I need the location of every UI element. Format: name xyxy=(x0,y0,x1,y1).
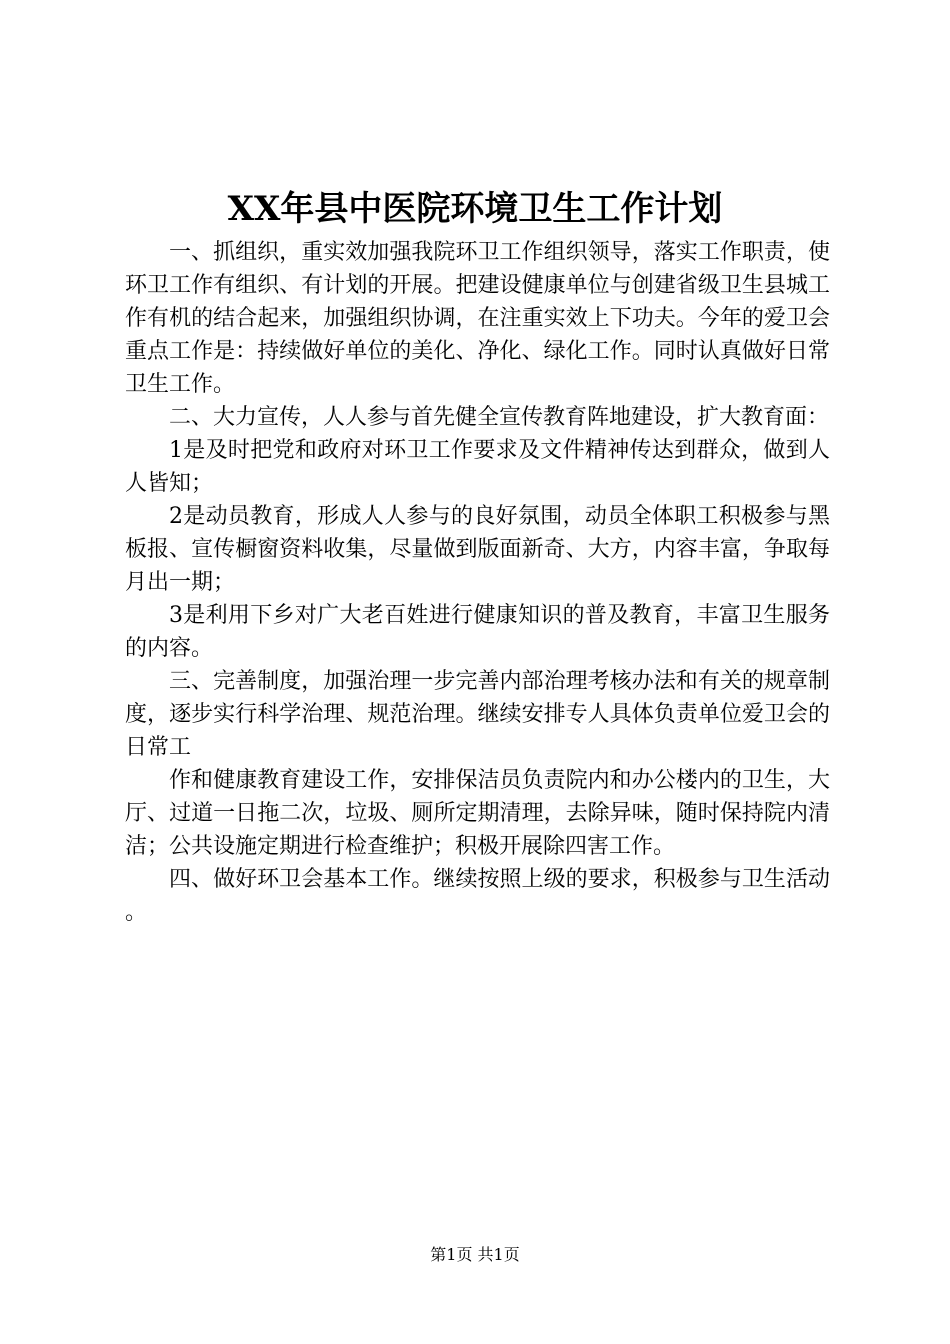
document-title: XX年县中医院环境卫生工作计划 xyxy=(227,189,723,229)
paragraph-8: 四、做好环卫会基本工作。继续按照上级的要求，积极参与卫生活动。 xyxy=(125,867,830,925)
document-body xyxy=(125,236,830,929)
paragraph-1: 一、抓组织，重实效加强我院环卫工作组织领导，落实工作职责，使环卫工作有组织、有计划的开展。把建设健康单位与创建省级卫生县城工作有机的结合起来，加强组织协调，在注重实效上下功夫。今年的爱卫会重点工作是：持续做好单位的美化、净化、绿化工作。同时认真做好日常卫生工作。 xyxy=(125,240,830,397)
paragraph-2: 二、大力宣传，人人参与首先健全宣传教育阵地建设，扩大教育面： xyxy=(169,405,830,430)
paragraph-4: 2是动员教育，形成人人参与的良好氛围，动员全体职工积极参与黑板报、宣传橱窗资料收集，尽量做到版面新奇、大方，内容丰富，争取每月出一期； xyxy=(125,504,830,595)
paragraph-3: 1是及时把党和政府对环卫工作要求及文件精神传达到群众，做到人人皆知； xyxy=(125,438,830,496)
page-footer: 第1页 共1页 xyxy=(430,1245,520,1264)
paragraph-6: 三、完善制度，加强治理一步完善内部治理考核办法和有关的规章制度，逐步实行科学治理、规范治理。继续安排专人具体负责单位爱卫会的日常工 xyxy=(125,669,830,760)
paragraph-7: 作和健康教育建设工作，安排保洁员负责院内和办公楼内的卫生，大厅、过道一日拖二次，垃圾、厕所定期清理，去除异味，随时保持院内清洁；公共设施定期进行检查维护；积极开展除四害工作。 xyxy=(125,768,830,859)
paragraph-5: 3是利用下乡对广大老百姓进行健康知识的普及教育，丰富卫生服务的内容。 xyxy=(125,603,830,661)
